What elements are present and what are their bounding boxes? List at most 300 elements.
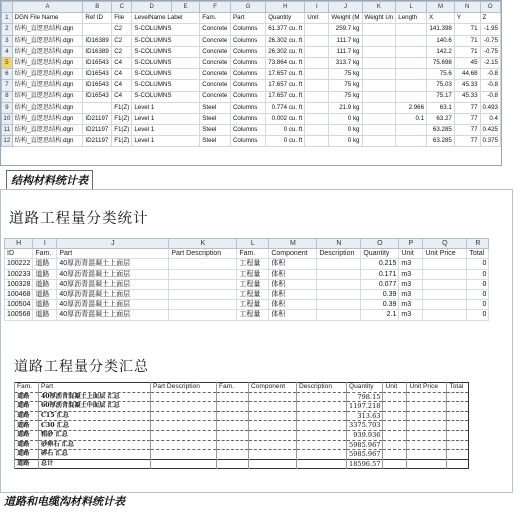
data-cell[interactable] xyxy=(169,279,237,289)
data-cell[interactable]: 0 xyxy=(467,300,489,310)
summary-empty-cell[interactable] xyxy=(297,392,347,402)
data-cell[interactable]: Columns xyxy=(230,125,265,136)
data-cell[interactable]: ID21197 xyxy=(83,113,112,124)
row-number[interactable]: 12 xyxy=(2,136,13,147)
column-header[interactable]: A xyxy=(12,2,83,13)
summary-label-cell[interactable]: 道路 xyxy=(15,450,39,460)
data-cell[interactable] xyxy=(362,91,396,102)
data-cell[interactable] xyxy=(305,69,329,80)
field-header[interactable]: Part Description xyxy=(169,249,237,259)
column-header[interactable]: C xyxy=(112,2,132,13)
data-cell[interactable]: Columns xyxy=(230,46,265,57)
summary-empty-cell[interactable] xyxy=(249,440,297,450)
summary-empty-cell[interactable] xyxy=(249,402,297,412)
summary-empty-cell[interactable] xyxy=(217,421,249,431)
header-cell[interactable]: DGN File Name xyxy=(12,13,83,24)
data-cell[interactable]: -2.15 xyxy=(480,57,500,68)
data-cell[interactable]: Columns xyxy=(230,35,265,46)
data-cell[interactable]: Columns xyxy=(230,69,265,80)
data-cell[interactable] xyxy=(396,24,427,35)
data-cell[interactable]: 工程量 xyxy=(237,300,269,310)
data-cell[interactable]: 77 xyxy=(454,102,480,113)
data-cell[interactable]: 工程量 xyxy=(237,289,269,299)
data-cell[interactable]: 0 xyxy=(467,310,489,320)
summary-quantity-cell[interactable]: 18596.57 xyxy=(347,459,383,469)
summary-empty-cell[interactable] xyxy=(297,411,347,421)
summary-empty-cell[interactable] xyxy=(407,402,447,412)
data-cell[interactable]: 结构_直逻思结构.dgn xyxy=(12,35,83,46)
header-cell[interactable]: Part xyxy=(230,13,265,24)
column-header[interactable]: G xyxy=(230,2,265,13)
summary-empty-cell[interactable] xyxy=(151,421,217,431)
summary-label-cell[interactable]: C30 汇总 xyxy=(39,421,151,431)
summary-empty-cell[interactable] xyxy=(217,430,249,440)
data-cell[interactable]: 75.698 xyxy=(427,57,455,68)
data-cell[interactable] xyxy=(305,125,329,136)
summary-empty-cell[interactable] xyxy=(407,421,447,431)
data-cell[interactable]: m3 xyxy=(399,259,423,269)
summary-label-cell[interactable]: 道路 xyxy=(15,440,39,450)
data-cell[interactable]: 40厚沥青混凝土上面层 xyxy=(57,289,169,299)
data-cell[interactable]: Columns xyxy=(230,102,265,113)
header-cell[interactable]: X xyxy=(427,13,455,24)
data-cell[interactable]: 77 xyxy=(454,125,480,136)
summary-label-cell[interactable]: 道路 xyxy=(15,459,39,469)
data-cell[interactable]: 100468 xyxy=(5,289,33,299)
data-cell[interactable]: Concrete xyxy=(200,24,231,35)
summary-empty-cell[interactable] xyxy=(407,459,447,469)
data-cell[interactable]: 63.1 xyxy=(427,102,455,113)
header-cell[interactable]: Length xyxy=(396,13,427,24)
data-cell[interactable]: ID21197 xyxy=(83,136,112,147)
data-cell[interactable]: 道路 xyxy=(33,279,57,289)
data-cell[interactable]: 结构_直逻思结构.dgn xyxy=(12,46,83,57)
summary-empty-cell[interactable] xyxy=(447,402,469,412)
data-cell[interactable]: 140.6 xyxy=(427,35,455,46)
data-cell[interactable] xyxy=(305,46,329,57)
data-cell[interactable] xyxy=(423,289,467,299)
summary-empty-cell[interactable] xyxy=(383,392,407,402)
data-cell[interactable]: 结构_直逻思结构.dgn xyxy=(12,125,83,136)
data-cell[interactable]: 40厚沥青混凝土上面层 xyxy=(57,259,169,269)
data-cell[interactable]: 77 xyxy=(454,136,480,147)
data-cell[interactable]: 结构_直逻思结构.dgn xyxy=(12,102,83,113)
data-cell[interactable]: 0.002 cu. ft xyxy=(266,113,305,124)
data-cell[interactable]: 44.68 xyxy=(454,69,480,80)
data-cell[interactable]: 17.657 cu. ft xyxy=(266,91,305,102)
row-number[interactable]: 2 xyxy=(2,24,13,35)
data-cell[interactable]: 40厚沥青混凝土上面层 xyxy=(57,269,169,279)
data-cell[interactable]: 17.657 cu. ft xyxy=(266,80,305,91)
data-cell[interactable]: -0.75 xyxy=(480,35,500,46)
data-cell[interactable] xyxy=(305,113,329,124)
summary-empty-cell[interactable] xyxy=(249,421,297,431)
data-cell[interactable] xyxy=(317,310,361,320)
row-number[interactable]: 5 xyxy=(2,57,13,68)
data-cell[interactable]: -0.8 xyxy=(480,91,500,102)
data-cell[interactable]: 40厚沥青混凝土上面层 xyxy=(57,279,169,289)
data-cell[interactable]: 体积 xyxy=(269,300,317,310)
summary-empty-cell[interactable] xyxy=(151,440,217,450)
column-header[interactable]: I xyxy=(305,2,329,13)
data-cell[interactable] xyxy=(423,279,467,289)
data-cell[interactable]: Level 1 xyxy=(132,113,200,124)
data-cell[interactable]: 0 xyxy=(467,269,489,279)
summary-quantity-cell[interactable]: 313.63 xyxy=(347,411,383,421)
summary-empty-cell[interactable] xyxy=(297,402,347,412)
field-header[interactable]: Total xyxy=(467,249,489,259)
data-cell[interactable]: 100504 xyxy=(5,300,33,310)
data-cell[interactable]: 0.4 xyxy=(480,113,500,124)
summary-label-cell[interactable]: 粗砂 汇总 xyxy=(39,430,151,440)
summary-header[interactable]: Unit xyxy=(383,383,407,393)
data-cell[interactable]: 0.171 xyxy=(361,269,399,279)
summary-empty-cell[interactable] xyxy=(217,440,249,450)
summary-empty-cell[interactable] xyxy=(297,450,347,460)
data-cell[interactable]: 结构_直逻思结构.dgn xyxy=(12,24,83,35)
field-header[interactable]: Component xyxy=(269,249,317,259)
row-number[interactable]: 7 xyxy=(2,80,13,91)
row-number[interactable]: 9 xyxy=(2,102,13,113)
data-cell[interactable] xyxy=(362,102,396,113)
summary-empty-cell[interactable] xyxy=(447,392,469,402)
summary-empty-cell[interactable] xyxy=(297,430,347,440)
data-cell[interactable]: 40厚沥青混凝土上面层 xyxy=(57,310,169,320)
data-cell[interactable]: 工程量 xyxy=(237,279,269,289)
field-header[interactable]: Fam. xyxy=(33,249,57,259)
data-cell[interactable] xyxy=(317,300,361,310)
summary-empty-cell[interactable] xyxy=(407,440,447,450)
data-cell[interactable]: 结构_直逻思结构.dgn xyxy=(12,91,83,102)
column-header[interactable]: J xyxy=(329,2,362,13)
summary-empty-cell[interactable] xyxy=(151,411,217,421)
column-header[interactable]: K xyxy=(362,2,396,13)
data-cell[interactable]: 工程量 xyxy=(237,259,269,269)
data-cell[interactable]: Columns xyxy=(230,91,265,102)
data-cell[interactable]: 结构_直逻思结构.dgn xyxy=(12,57,83,68)
data-cell[interactable]: 75.6 xyxy=(427,69,455,80)
header-cell[interactable]: Weight Un xyxy=(362,13,396,24)
summary-empty-cell[interactable] xyxy=(217,411,249,421)
data-cell[interactable] xyxy=(305,136,329,147)
row-number[interactable]: 10 xyxy=(2,113,13,124)
data-cell[interactable]: 0 kg xyxy=(329,113,362,124)
data-cell[interactable]: 45 xyxy=(454,57,480,68)
column-header[interactable]: O xyxy=(361,239,399,249)
data-cell[interactable]: 71 xyxy=(454,24,480,35)
data-cell[interactable]: Concrete xyxy=(200,46,231,57)
data-cell[interactable] xyxy=(169,310,237,320)
data-cell[interactable]: F1(Z) xyxy=(112,113,132,124)
data-cell[interactable]: 100233 xyxy=(5,269,33,279)
data-cell[interactable]: ID16543 xyxy=(83,91,112,102)
summary-empty-cell[interactable] xyxy=(151,450,217,460)
data-cell[interactable] xyxy=(362,125,396,136)
data-cell[interactable]: Columns xyxy=(230,24,265,35)
data-cell[interactable]: Concrete xyxy=(200,35,231,46)
summary-label-cell[interactable]: 道路 xyxy=(15,402,39,412)
data-cell[interactable]: 0.493 xyxy=(480,102,500,113)
column-header[interactable]: E xyxy=(172,2,200,13)
column-header[interactable]: M xyxy=(269,239,317,249)
data-cell[interactable]: m3 xyxy=(399,279,423,289)
data-cell[interactable]: Level 1 xyxy=(132,136,200,147)
data-cell[interactable]: S-COLUMNS xyxy=(132,91,200,102)
column-header[interactable]: D xyxy=(132,2,172,13)
data-cell[interactable]: 61.377 cu. ft xyxy=(266,24,305,35)
column-header[interactable]: F xyxy=(200,2,231,13)
data-cell[interactable]: m3 xyxy=(399,289,423,299)
field-header[interactable]: Unit xyxy=(399,249,423,259)
data-cell[interactable]: 100328 xyxy=(5,279,33,289)
data-cell[interactable]: 0.215 xyxy=(361,259,399,269)
summary-label-cell[interactable]: 总计 xyxy=(39,459,151,469)
data-cell[interactable]: 2.966 xyxy=(396,102,427,113)
data-cell[interactable]: 111.7 kg xyxy=(329,35,362,46)
data-cell[interactable] xyxy=(396,125,427,136)
summary-empty-cell[interactable] xyxy=(407,411,447,421)
data-cell[interactable] xyxy=(317,269,361,279)
data-cell[interactable]: S-COLUMNS xyxy=(132,35,200,46)
data-cell[interactable] xyxy=(305,35,329,46)
summary-empty-cell[interactable] xyxy=(447,421,469,431)
summary-empty-cell[interactable] xyxy=(407,430,447,440)
summary-empty-cell[interactable] xyxy=(249,430,297,440)
data-cell[interactable]: 体积 xyxy=(269,269,317,279)
data-cell[interactable]: 75 kg xyxy=(329,69,362,80)
data-cell[interactable]: m3 xyxy=(399,310,423,320)
summary-empty-cell[interactable] xyxy=(447,430,469,440)
summary-label-cell[interactable]: 道路 xyxy=(15,392,39,402)
summary-empty-cell[interactable] xyxy=(217,392,249,402)
header-cell[interactable]: Unit xyxy=(305,13,329,24)
data-cell[interactable]: C4 xyxy=(112,80,132,91)
header-cell[interactable]: File xyxy=(112,13,132,24)
data-cell[interactable]: S-COLUMNS xyxy=(132,46,200,57)
data-cell[interactable] xyxy=(362,80,396,91)
data-cell[interactable]: Columns xyxy=(230,57,265,68)
data-cell[interactable] xyxy=(317,259,361,269)
row-number[interactable]: 6 xyxy=(2,69,13,80)
data-cell[interactable]: 道路 xyxy=(33,259,57,269)
data-cell[interactable]: 结构_直逻思结构.dgn xyxy=(12,136,83,147)
data-cell[interactable]: ID16543 xyxy=(83,69,112,80)
data-cell[interactable] xyxy=(362,35,396,46)
data-cell[interactable] xyxy=(317,289,361,299)
data-cell[interactable] xyxy=(305,57,329,68)
column-header[interactable]: L xyxy=(237,239,269,249)
data-cell[interactable]: Steel xyxy=(200,136,231,147)
header-cell[interactable]: Y xyxy=(454,13,480,24)
summary-label-cell[interactable]: 60厚沥青混凝土中面层 汇总 xyxy=(39,402,151,412)
data-cell[interactable]: 63.285 xyxy=(427,136,455,147)
data-cell[interactable]: 63.27 xyxy=(427,113,455,124)
data-cell[interactable]: 0.1 xyxy=(396,113,427,124)
summary-header[interactable]: Part Description xyxy=(151,383,217,393)
header-cell[interactable]: Ref ID xyxy=(83,13,112,24)
summary-empty-cell[interactable] xyxy=(407,392,447,402)
row-number[interactable]: 4 xyxy=(2,46,13,57)
data-cell[interactable]: Columns xyxy=(230,136,265,147)
summary-header[interactable]: Total xyxy=(447,383,469,393)
field-header[interactable]: Unit Price xyxy=(423,249,467,259)
column-header[interactable]: B xyxy=(83,2,112,13)
header-cell[interactable]: LevelName Label xyxy=(132,13,200,24)
summary-empty-cell[interactable] xyxy=(383,459,407,469)
summary-empty-cell[interactable] xyxy=(447,411,469,421)
data-cell[interactable]: m3 xyxy=(399,300,423,310)
data-cell[interactable]: 道路 xyxy=(33,289,57,299)
data-cell[interactable]: 111.7 kg xyxy=(329,46,362,57)
data-cell[interactable]: 259.7 kg xyxy=(329,24,362,35)
data-cell[interactable]: F1(Z) xyxy=(112,136,132,147)
data-cell[interactable]: S-COLUMNS xyxy=(132,57,200,68)
data-cell[interactable]: C2 xyxy=(112,24,132,35)
data-cell[interactable] xyxy=(169,300,237,310)
data-cell[interactable]: 40厚沥青混凝土上面层 xyxy=(57,300,169,310)
data-cell[interactable]: Level 1 xyxy=(132,102,200,113)
data-cell[interactable]: 0.425 xyxy=(480,125,500,136)
data-cell[interactable]: C4 xyxy=(112,69,132,80)
data-cell[interactable]: 21.9 kg xyxy=(329,102,362,113)
summary-quantity-cell[interactable]: 1197.218 xyxy=(347,402,383,412)
data-cell[interactable]: 结构_直逻思结构.dgn xyxy=(12,113,83,124)
data-cell[interactable] xyxy=(423,259,467,269)
data-cell[interactable]: 0.077 xyxy=(361,279,399,289)
column-header[interactable]: J xyxy=(57,239,169,249)
summary-quantity-cell[interactable]: 3375.703 xyxy=(347,421,383,431)
data-cell[interactable] xyxy=(396,57,427,68)
data-cell[interactable]: 45.33 xyxy=(454,80,480,91)
data-cell[interactable]: 体积 xyxy=(269,279,317,289)
data-cell[interactable]: 0 xyxy=(467,279,489,289)
data-cell[interactable]: S-COLUMNS xyxy=(132,80,200,91)
data-cell[interactable] xyxy=(396,136,427,147)
summary-empty-cell[interactable] xyxy=(297,421,347,431)
field-header[interactable]: Part xyxy=(57,249,169,259)
data-cell[interactable]: 2.1 xyxy=(361,310,399,320)
summary-empty-cell[interactable] xyxy=(249,459,297,469)
data-cell[interactable]: Level 1 xyxy=(132,125,200,136)
data-cell[interactable]: 体积 xyxy=(269,289,317,299)
data-cell[interactable] xyxy=(169,259,237,269)
data-cell[interactable]: 0 xyxy=(467,289,489,299)
data-cell[interactable]: Concrete xyxy=(200,80,231,91)
data-cell[interactable]: ID16389 xyxy=(83,35,112,46)
column-header[interactable]: L xyxy=(396,2,427,13)
data-cell[interactable] xyxy=(362,57,396,68)
data-cell[interactable]: Steel xyxy=(200,113,231,124)
summary-empty-cell[interactable] xyxy=(383,411,407,421)
data-cell[interactable] xyxy=(305,102,329,113)
column-header[interactable]: O xyxy=(480,2,500,13)
summary-empty-cell[interactable] xyxy=(217,402,249,412)
summary-label-cell[interactable]: C15 汇总 xyxy=(39,411,151,421)
summary-label-cell[interactable]: 碎石 汇总 xyxy=(39,450,151,460)
header-cell[interactable]: Z xyxy=(480,13,500,24)
column-header[interactable]: K xyxy=(169,239,237,249)
summary-empty-cell[interactable] xyxy=(447,450,469,460)
summary-empty-cell[interactable] xyxy=(407,450,447,460)
row-number[interactable]: 11 xyxy=(2,125,13,136)
summary-header[interactable]: Fam. xyxy=(15,383,39,393)
summary-empty-cell[interactable] xyxy=(151,402,217,412)
data-cell[interactable]: 313.7 kg xyxy=(329,57,362,68)
data-cell[interactable] xyxy=(169,289,237,299)
summary-empty-cell[interactable] xyxy=(447,459,469,469)
data-cell[interactable]: S-COLUMNS xyxy=(132,69,200,80)
data-cell[interactable] xyxy=(362,136,396,147)
summary-empty-cell[interactable] xyxy=(297,459,347,469)
data-cell[interactable]: ID16543 xyxy=(83,57,112,68)
column-header[interactable]: Q xyxy=(423,239,467,249)
summary-empty-cell[interactable] xyxy=(151,430,217,440)
data-cell[interactable]: m3 xyxy=(399,269,423,279)
data-cell[interactable]: 0 kg xyxy=(329,125,362,136)
data-cell[interactable] xyxy=(305,24,329,35)
data-cell[interactable]: 体积 xyxy=(269,310,317,320)
data-cell[interactable]: 道路 xyxy=(33,310,57,320)
data-cell[interactable]: 77 xyxy=(454,113,480,124)
data-cell[interactable]: C2 xyxy=(112,46,132,57)
data-cell[interactable]: 71 xyxy=(454,35,480,46)
data-cell[interactable] xyxy=(396,91,427,102)
data-cell[interactable]: Concrete xyxy=(200,91,231,102)
data-cell[interactable] xyxy=(396,69,427,80)
summary-empty-cell[interactable] xyxy=(383,402,407,412)
column-header[interactable]: N xyxy=(317,239,361,249)
data-cell[interactable]: 0 kg xyxy=(329,136,362,147)
data-cell[interactable]: 75 kg xyxy=(329,80,362,91)
summary-empty-cell[interactable] xyxy=(447,440,469,450)
summary-label-cell[interactable]: 道路 xyxy=(15,411,39,421)
summary-header[interactable]: Component xyxy=(249,383,297,393)
summary-empty-cell[interactable] xyxy=(217,450,249,460)
field-header[interactable]: Description xyxy=(317,249,361,259)
data-cell[interactable]: 63.285 xyxy=(427,125,455,136)
data-cell[interactable]: 17.657 cu. ft xyxy=(266,69,305,80)
data-cell[interactable] xyxy=(362,24,396,35)
data-cell[interactable] xyxy=(396,46,427,57)
data-cell[interactable]: S-COLUMNS xyxy=(132,24,200,35)
select-all-corner[interactable] xyxy=(2,2,13,13)
data-cell[interactable]: C2 xyxy=(112,35,132,46)
data-cell[interactable]: 45.33 xyxy=(454,91,480,102)
data-cell[interactable]: 0 cu. ft xyxy=(266,136,305,147)
summary-empty-cell[interactable] xyxy=(151,459,217,469)
data-cell[interactable]: C4 xyxy=(112,57,132,68)
column-header[interactable]: M xyxy=(427,2,455,13)
data-cell[interactable] xyxy=(362,46,396,57)
header-cell[interactable]: Fam. xyxy=(200,13,231,24)
row-number[interactable]: 3 xyxy=(2,35,13,46)
summary-quantity-cell[interactable]: 5985.967 xyxy=(347,440,383,450)
summary-empty-cell[interactable] xyxy=(383,430,407,440)
data-cell[interactable]: 71 xyxy=(454,46,480,57)
column-header[interactable]: N xyxy=(454,2,480,13)
column-header[interactable]: H xyxy=(266,2,305,13)
data-cell[interactable]: -0.8 xyxy=(480,69,500,80)
data-cell[interactable] xyxy=(362,113,396,124)
data-cell[interactable]: 工程量 xyxy=(237,310,269,320)
data-cell[interactable]: 0.39 xyxy=(361,300,399,310)
data-cell[interactable]: 141.398 xyxy=(427,24,455,35)
data-cell[interactable]: Steel xyxy=(200,102,231,113)
data-cell[interactable]: 100568 xyxy=(5,310,33,320)
data-cell[interactable]: 26.302 cu. ft xyxy=(266,46,305,57)
summary-quantity-cell[interactable]: 5985.967 xyxy=(347,450,383,460)
data-cell[interactable]: -0.75 xyxy=(480,46,500,57)
